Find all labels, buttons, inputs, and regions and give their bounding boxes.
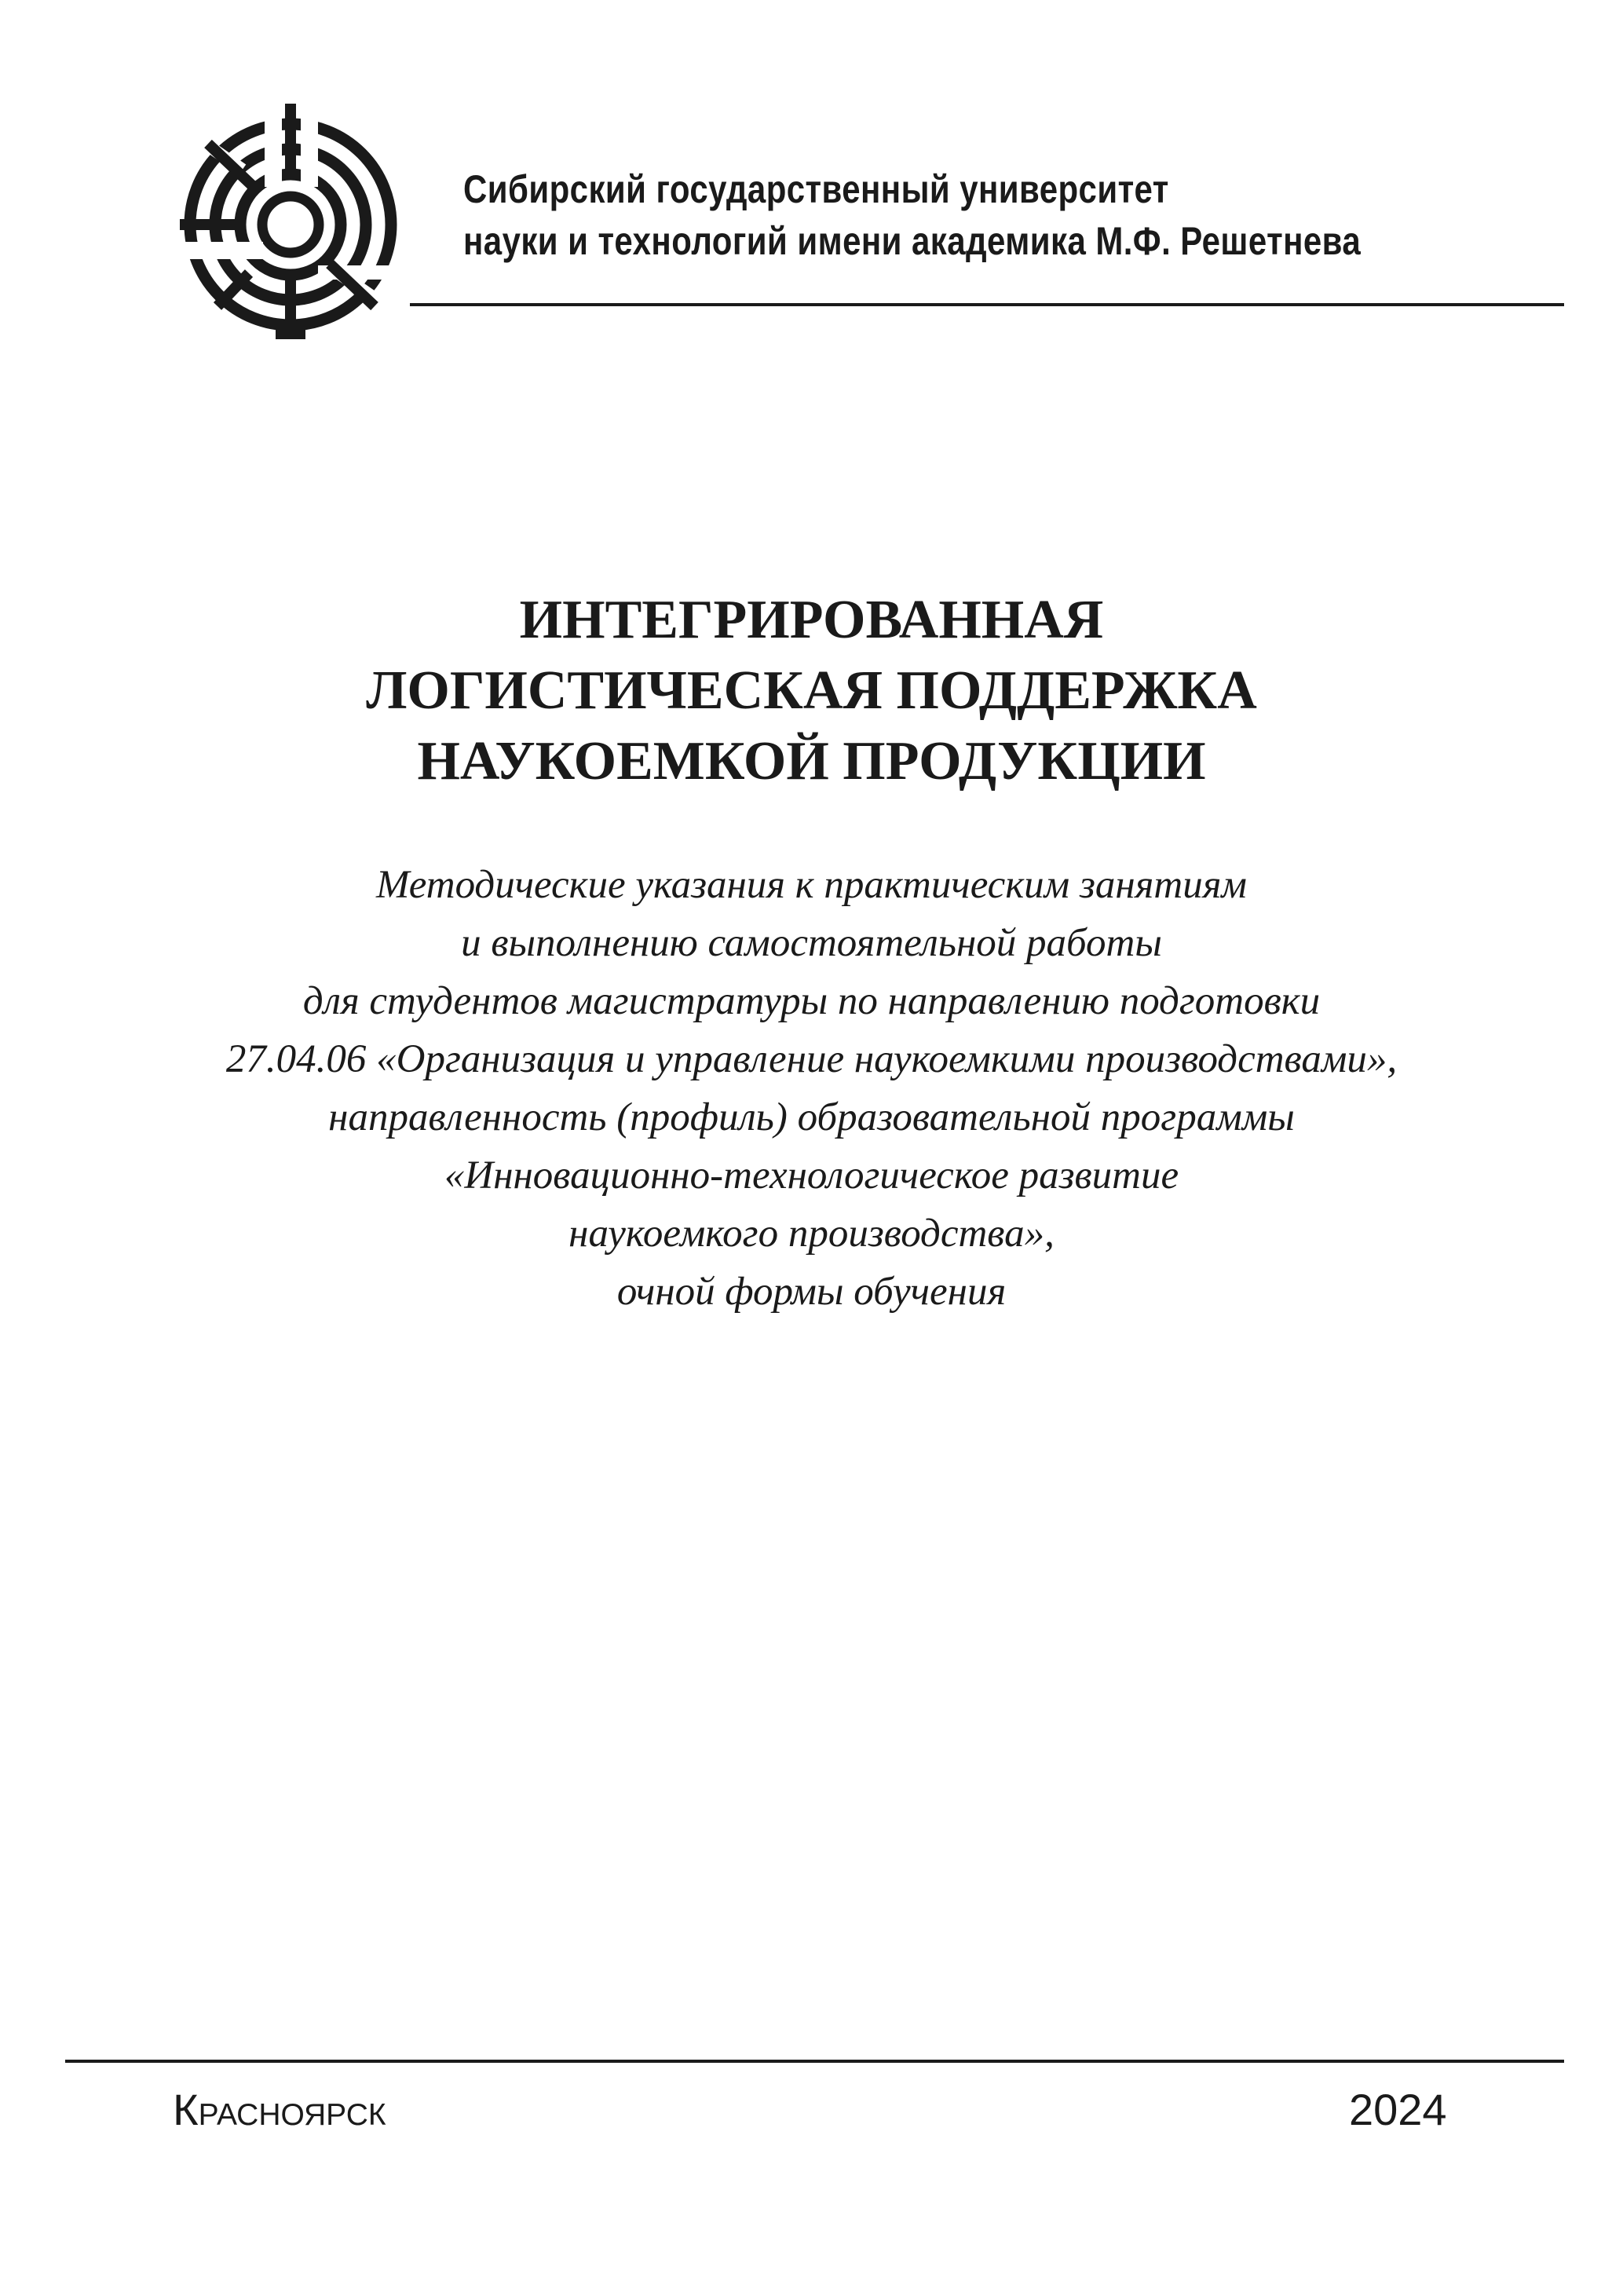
document-subtitle: [0, 856, 1623, 1321]
footer-divider: [65, 2060, 1564, 2063]
publication-city: Красноярск: [173, 2085, 386, 2134]
university-logo-icon: [177, 101, 404, 344]
subtitle-line: для студентов магистратуры по направлению подготовки: [302, 979, 1321, 1023]
subtitle-line: Методические указания к практическим занятиям: [376, 863, 1247, 907]
publication-year: 2024: [1349, 2085, 1447, 2134]
university-name-line-1: Сибирский государственный университет: [463, 167, 1169, 211]
subtitle-line: «Инновационно-технологическое развитие: [444, 1153, 1179, 1197]
title-line-2: ЛОГИСТИЧЕСКАЯ ПОДДЕРЖКА: [366, 660, 1257, 721]
subtitle-line: 27.04.06 «Организация и управление наукоемкими производствами»,: [225, 1037, 1398, 1081]
document-title: [0, 585, 1623, 797]
subtitle-line: наукоемкого производства»,: [568, 1212, 1055, 1256]
title-line-3: НАУКОЕМКОЙ ПРОДУКЦИИ: [417, 731, 1206, 792]
subtitle-line: направленность (профиль) образовательной программы: [328, 1095, 1295, 1139]
university-name: [463, 163, 1387, 267]
university-name-line-2: науки и технологий имени академика М.Ф. Решетнева: [463, 219, 1362, 263]
title-line-1: ИНТЕГРИРОВАННАЯ: [519, 590, 1104, 650]
subtitle-line: очной формы обучения: [616, 1270, 1007, 1314]
header-divider: [410, 303, 1564, 306]
subtitle-line: и выполнению самостоятельной работы: [461, 921, 1162, 965]
